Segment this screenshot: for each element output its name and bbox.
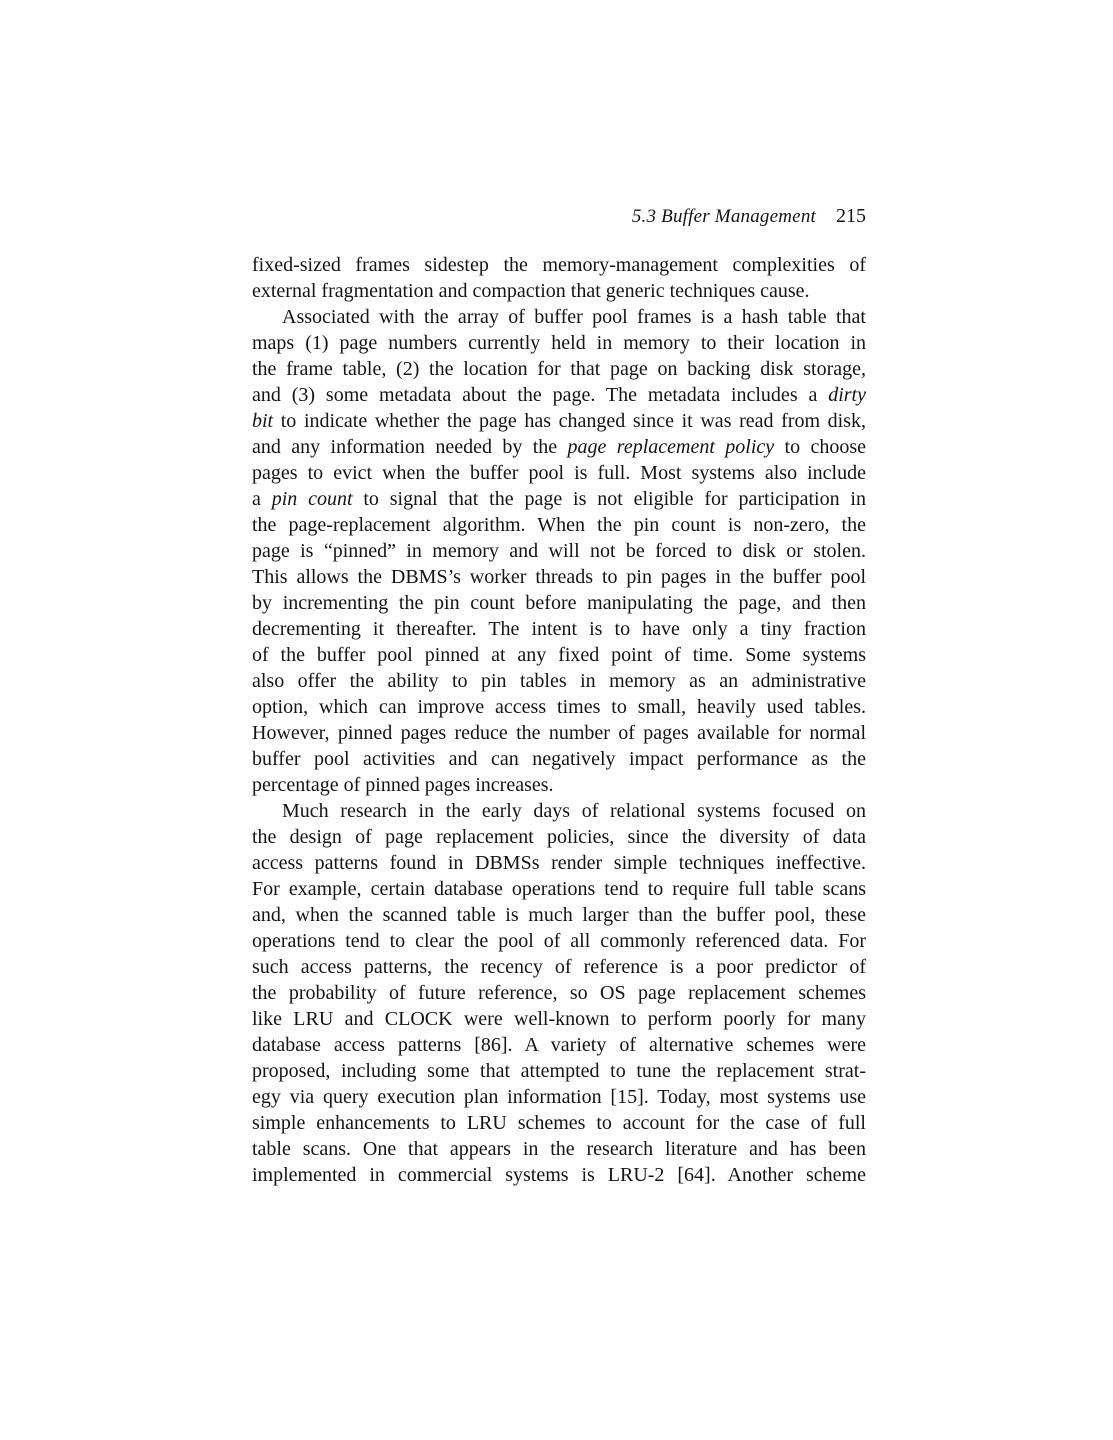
text-line: proposed, including some that attempted to tune the replacement strat- <box>252 1060 866 1082</box>
text-line: pages to evict when the buffer pool is full. Most systems also include <box>252 462 866 484</box>
text-line: the probability of future reference, so OS page replacement schemes <box>252 982 866 1004</box>
text-line: egy via query execution plan information [15]. Today, most systems use <box>252 1086 866 1108</box>
emphasized-term: pin count <box>271 488 353 510</box>
text-line: also offer the ability to pin tables in memory as an administrative <box>252 670 866 692</box>
text-line: database access patterns [86]. A variety of alternative schemes were <box>252 1034 866 1056</box>
section-heading: 5.3 Buffer Management <box>631 206 816 227</box>
text-line: percentage of pinned pages increases. <box>252 774 554 796</box>
text-line: fixed-sized frames sidestep the memory-management complexities of <box>252 254 866 276</box>
text-line: like LRU and CLOCK were well-known to perform poorly for many <box>252 1008 866 1030</box>
text-line: and (3) some metadata about the page. The metadata includes a dirty <box>252 384 866 406</box>
text-line: option, which can improve access times to small, heavily used tables. <box>252 696 866 718</box>
text-line: such access patterns, the recency of reference is a poor predictor of <box>252 956 866 978</box>
body-text <box>252 252 866 1188</box>
emphasized-term: page replacement policy <box>567 436 775 458</box>
text-line: Associated with the array of buffer pool frames is a hash table that <box>282 306 866 328</box>
text-line: However, pinned pages reduce the number of pages available for normal <box>252 722 866 744</box>
text-line: This allows the DBMS’s worker threads to pin pages in the buffer pool <box>252 566 866 588</box>
text-line: bit to indicate whether the page has changed since it was read from disk, <box>252 410 866 432</box>
text-line: buffer pool activities and can negatively impact performance as the <box>252 748 866 770</box>
text-line: by incrementing the pin count before manipulating the page, and then <box>252 592 866 614</box>
text-line: external fragmentation and compaction that generic techniques cause. <box>252 280 810 302</box>
emphasized-term: bit <box>252 410 274 432</box>
text-line: the design of page replacement policies, since the diversity of data <box>252 826 866 848</box>
text-line: a pin count to signal that the page is not eligible for participation in <box>252 488 866 510</box>
text-line: maps (1) page numbers currently held in memory to their location in <box>252 332 866 354</box>
text-line: For example, certain database operations tend to require full table scans <box>252 878 866 900</box>
text-line: access patterns found in DBMSs render simple techniques ineffective. <box>252 852 866 874</box>
text-line: operations tend to clear the pool of all commonly referenced data. For <box>252 930 866 952</box>
text-line: the frame table, (2) the location for that page on backing disk storage, <box>252 358 866 380</box>
text-line: and any information needed by the page replacement policy to choose <box>252 436 866 458</box>
text-line: of the buffer pool pinned at any fixed point of time. Some systems <box>252 644 866 666</box>
text-line: implemented in commercial systems is LRU-2 [64]. Another scheme <box>252 1164 866 1186</box>
running-header <box>252 203 866 230</box>
text-line: decrementing it thereafter. The intent is to have only a tiny fraction <box>252 618 866 640</box>
text-line: page is “pinned” in memory and will not be forced to disk or stolen. <box>252 540 866 562</box>
text-line: table scans. One that appears in the research literature and has been <box>252 1138 866 1160</box>
emphasized-term: dirty <box>828 384 866 406</box>
text-line: Much research in the early days of relational systems focused on <box>282 800 866 822</box>
page-number: 215 <box>836 205 866 227</box>
text-line: the page-replacement algorithm. When the pin count is non-zero, the <box>252 514 866 536</box>
text-line: simple enhancements to LRU schemes to account for the case of full <box>252 1112 866 1134</box>
text-line: and, when the scanned table is much larger than the buffer pool, these <box>252 904 866 926</box>
